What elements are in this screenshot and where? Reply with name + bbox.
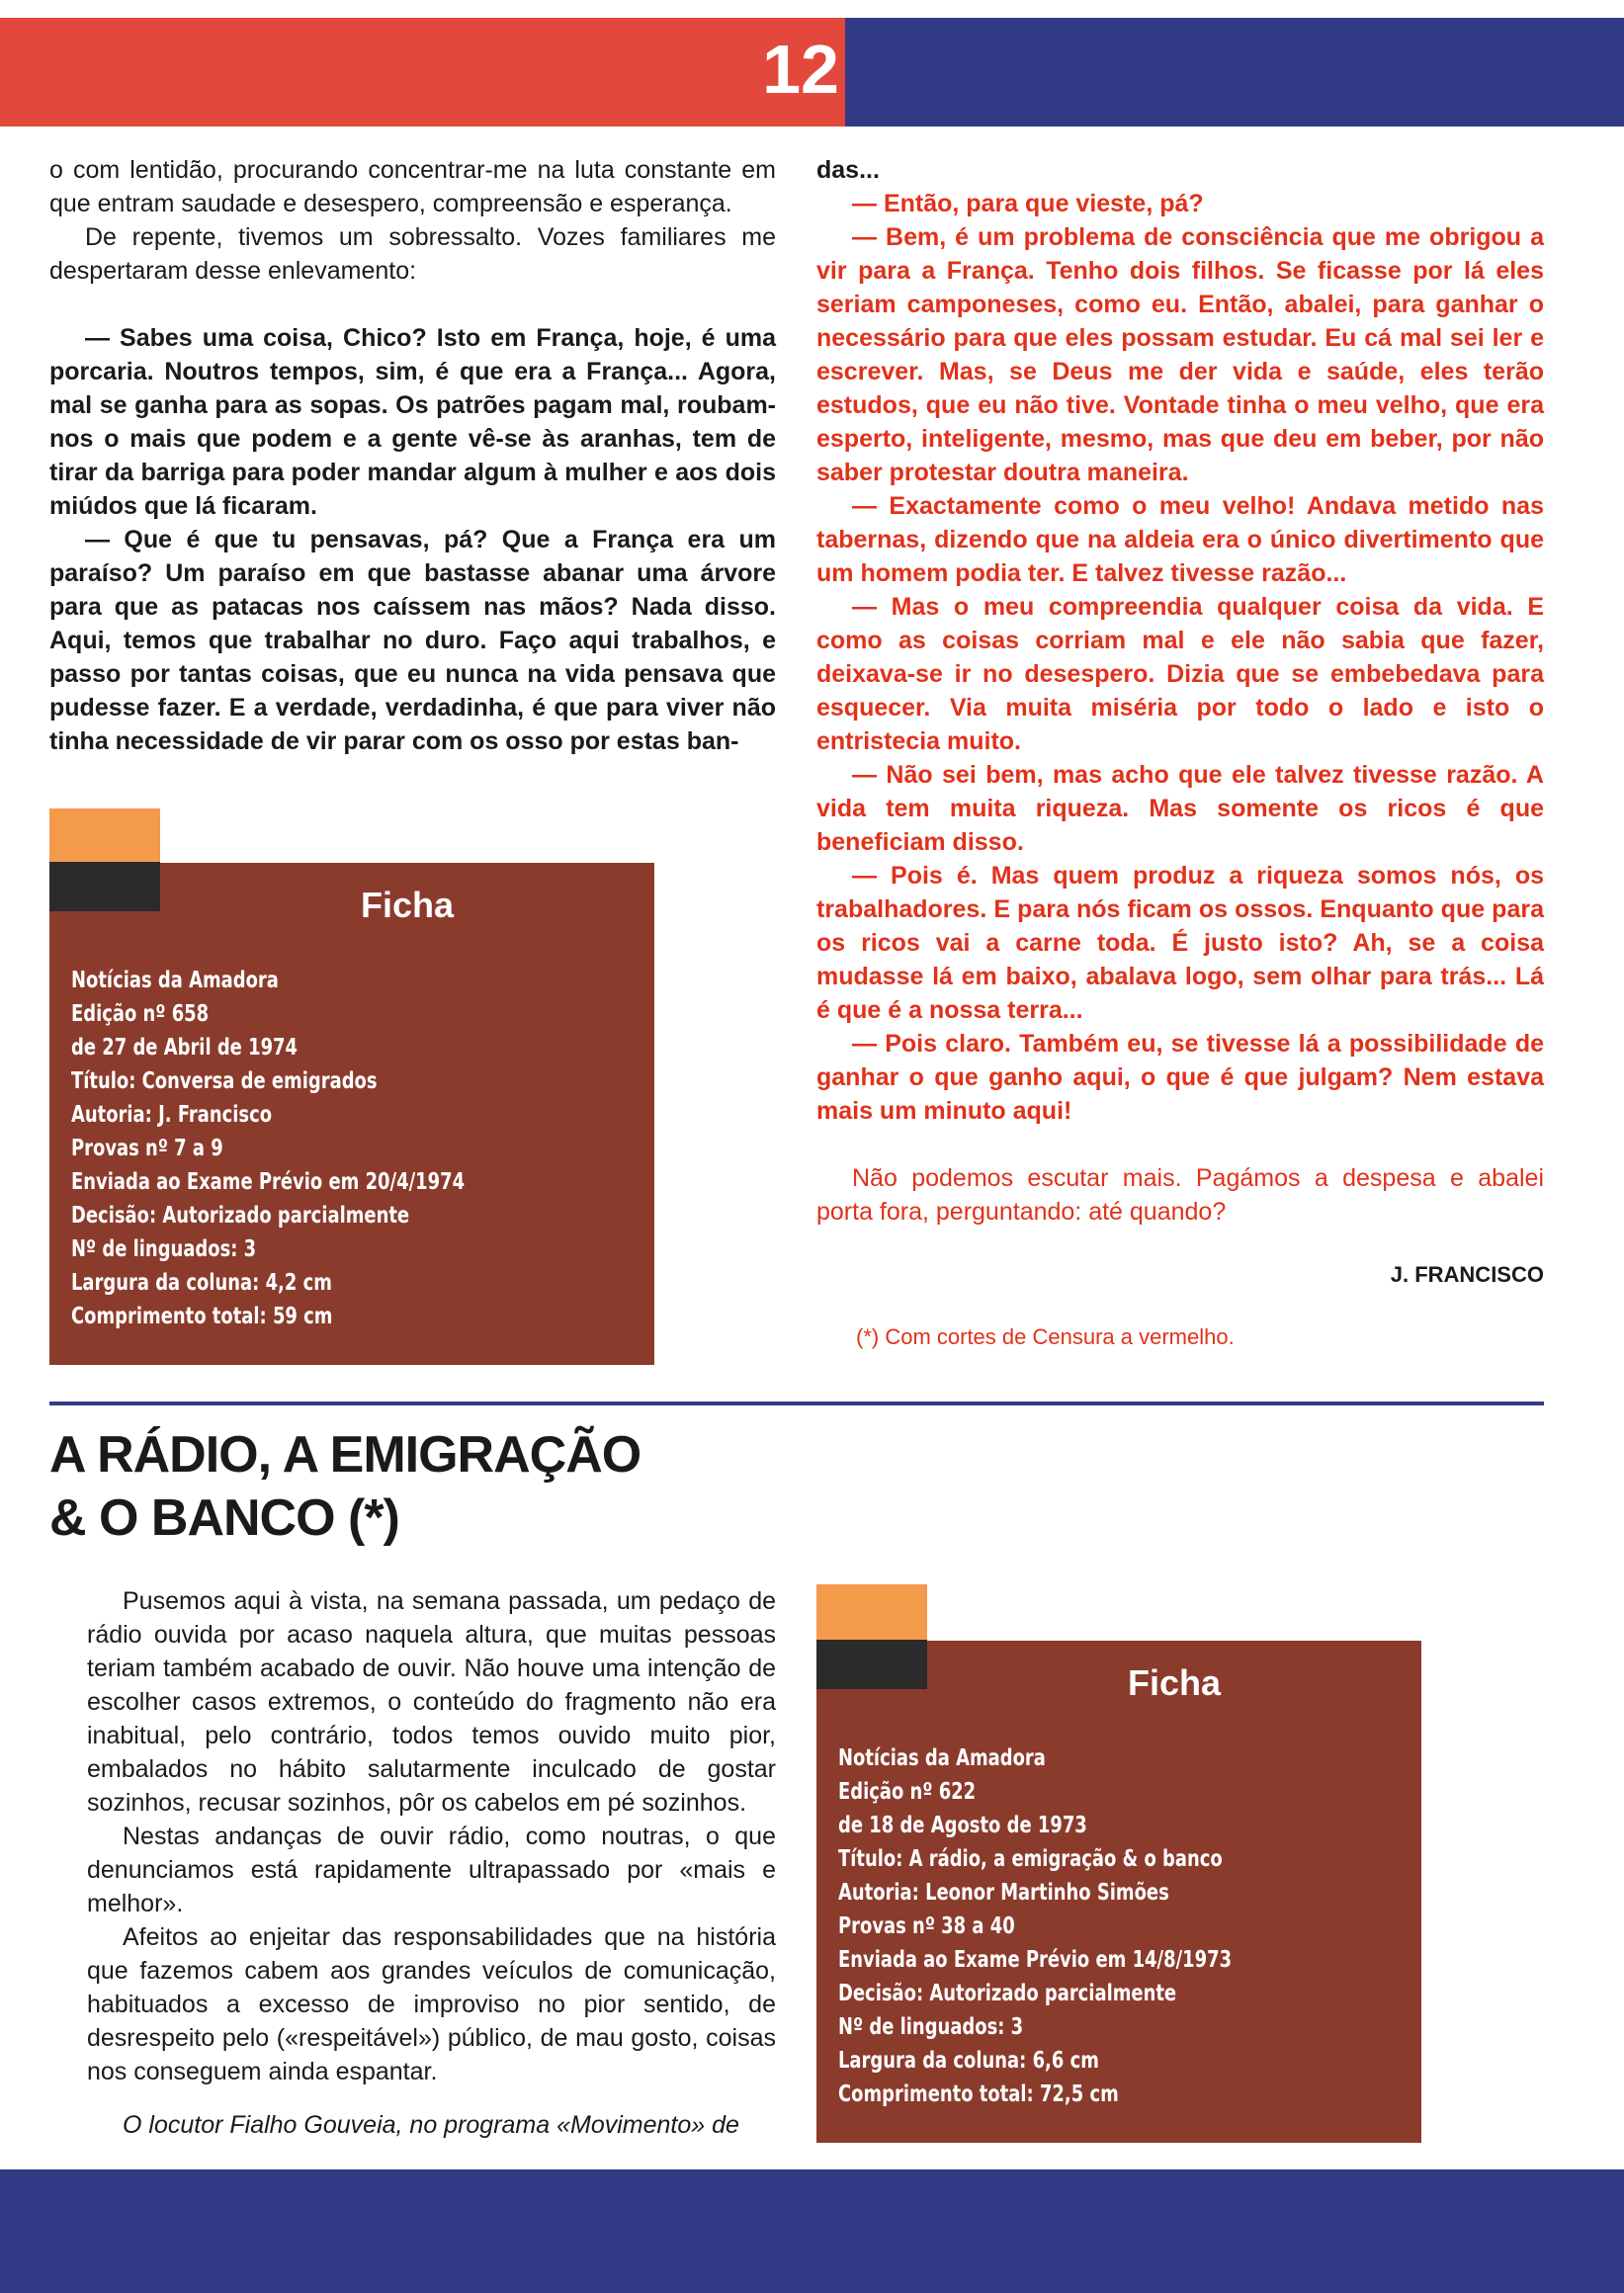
ficha-line: Enviada ao Exame Prévio em 20/4/1974 [71,1169,466,1195]
censored-line: — Então, para que vieste, pá? [852,190,1204,217]
ficha-details [71,964,465,1333]
ficha-line: Decisão: Autorizado parcialmente [71,1203,410,1229]
dialogue-continuation: das... [816,156,880,184]
dialogue-line: — Que é que tu pensavas, pá? Que a França era um paraíso? Um paraíso em que bastasse abanar uma árvore para que as patacas nos caíssem nas mãos? Nada disso. Aqui, temos que trabalhar no duro. Faço aqui trabalhos, e passo por tantas coisas, que eu nunca na vida pensava que pudesse fazer. E a verdade, verdadinha, é que para viver não tinha necessidade de vir parar com os osso por estas ban- [49,526,776,755]
right-column-top [816,153,1544,1229]
left-column-top [49,153,776,758]
article-title-line: A RÁDIO, A EMIGRAÇÃO [49,1426,641,1484]
ficha-line: Comprimento total: 72,5 cm [838,2081,1119,2107]
ficha-tab-dark [816,1640,927,1689]
ficha-line: Decisão: Autorizado parcialmente [838,1981,1177,2006]
paragraph: Pusemos aqui à vista, na semana passada, um pedaço de rádio ouvida por acaso naquela altura, que muitas pessoas teriam também acabado de ouvir. Não houve uma intenção de escolher casos extremos, o conteúdo do fragmento não era inabitual, pelo contrário, todos temos ouvido muito pior, embalados no hábito salutarmente inculcado de gostar sozinhos, recusar sozinhos, pôr os cabelos em pé sozinhos. [87,1587,776,1817]
ficha-details [838,1741,1232,2111]
censored-line: — Exactamente como o meu velho! Andava metido nas tabernas, dizendo que na aldeia era o único divertimento que um homem podia ter. E talvez tivesse razão... [816,492,1544,587]
ficha-box-2 [816,1641,1421,2143]
censored-line: — Não sei bem, mas acho que ele talvez tivesse razão. A vida tem muita riqueza. Mas somente os ricos é que beneficiam disso. [816,761,1544,856]
ficha-title: Ficha [360,885,455,925]
section-divider [49,1401,1544,1405]
ficha-line: Título: A rádio, a emigração & o banco [838,1846,1223,1872]
censored-line: — Bem, é um problema de consciência que me obrigou a vir para a França. Tenho dois filhos. Se ficasse por lá eles seriam camponeses, como eu. Então, abalei, para ganhar o necessário para que eles possam estudar. Eu cá mal sei ler e escrever. Mas, se Deus me der vida e saúde, eles terão estudos, que eu não tive. Vontade tinha o meu velho, que era esperto, inteligente, mesmo, mas que deu em beber, por não saber protestar doutra maneira. [816,223,1544,486]
ficha-line: Nº de linguados: 3 [838,2014,1024,2040]
ficha-line: Comprimento total: 59 cm [71,1304,333,1329]
ficha-title: Ficha [1127,1662,1222,1703]
header-bar-blue [845,18,1624,127]
ficha-tab-orange [49,808,160,870]
article-body [87,1584,776,2142]
ficha-line: Provas nº 38 a 40 [838,1913,1015,1939]
ficha-line: Notícias da Amadora [838,1745,1046,1771]
ficha-line: Largura da coluna: 6,6 cm [838,2048,1099,2074]
ficha-tab-orange [816,1584,927,1646]
ficha-line: Nº de linguados: 3 [71,1236,257,1262]
censored-line: — Mas o meu compreendia qualquer coisa da vida. E como as coisas corriam mal e ele não sabia que fazer, deixava-se ir no desespero. Dizia que se embebedava para esquecer. Via muita miséria por todo o lado e isto o entristecia muito. [816,593,1544,755]
ficha-line: Edição nº 658 [71,1001,210,1027]
article-title [49,1423,801,1550]
closing-paragraph: Não podemos escutar mais. Pagámos a despesa e abalei porta fora, perguntando: até quando? [816,1164,1544,1226]
author-signature: J. FRANCISCO [1390,1262,1544,1287]
censored-line: — Pois claro. Também eu, se tivesse lá a possibilidade de ganhar o que ganho aqui, o que é que julgam? Nem estava mais um minuto aqui! [816,1030,1544,1125]
footnote: (*) Com cortes de Censura a vermelho. [856,1324,1235,1349]
ficha-line: Autoria: Leonor Martinho Simões [838,1880,1169,1906]
ficha-line: Provas nº 7 a 9 [71,1136,223,1161]
ficha-line: Edição nº 622 [838,1779,977,1805]
paragraph: De repente, tivemos um sobressalto. Vozes familiares me despertaram desse enlevamento: [49,223,776,285]
italic-paragraph: O locutor Fialho Gouveia, no programa «Movimento» de [123,2111,739,2139]
footer-bar [0,2169,1624,2293]
ficha-line: Autoria: J. Francisco [71,1102,273,1128]
page-number: 12 [762,31,839,108]
ficha-line: de 27 de Abril de 1974 [71,1035,299,1061]
censored-line: — Pois é. Mas quem produz a riqueza somos nós, os trabalhadores. E para nós ficam os ossos. Enquanto que para os ricos vai a carne toda. É justo isto? Ah, se a coisa mudasse lá em baixo, abalava logo, sem olhar para trás... Lá é que é a nossa terra... [816,862,1544,1024]
paragraph: Nestas andanças de ouvir rádio, como noutras, o que denunciamos está rapidamente ultrapassado por «mais e melhor». [87,1823,776,1917]
ficha-line: Título: Conversa de emigrados [71,1068,378,1094]
ficha-line: de 18 de Agosto de 1973 [838,1813,1087,1838]
paragraph: o com lentidão, procurando concentrar-me na luta constante em que entram saudade e desespero, compreensão e esperança. [49,156,776,217]
dialogue-line: — Sabes uma coisa, Chico? Isto em França, hoje, é uma porcaria. Noutros tempos, sim, é que era a França... Agora, mal se ganha para as sopas. Os patrões pagam mal, roubam-nos o mais que podem e a gente vê-se às aranhas, tem de tirar da barriga para poder mandar algum à mulher e aos dois miúdos que lá ficaram. [49,324,776,520]
ficha-line: Enviada ao Exame Prévio em 14/8/1973 [838,1947,1233,1973]
paragraph: Afeitos ao enjeitar das responsabilidades que na história que fazemos cabem aos grandes veículos de comunicação, habituados a excesso de improviso no pior sentido, de desrespeito pelo («respeitável») público, de mau gosto, coisas nos conseguem ainda espantar. [87,1923,776,2085]
ficha-line: Largura da coluna: 4,2 cm [71,1270,332,1296]
article-title-line: & O BANCO (*) [49,1489,399,1547]
header-bar-red [0,18,845,127]
ficha-box-1 [49,863,654,1365]
ficha-tab-dark [49,862,160,911]
ficha-line: Notícias da Amadora [71,968,279,993]
